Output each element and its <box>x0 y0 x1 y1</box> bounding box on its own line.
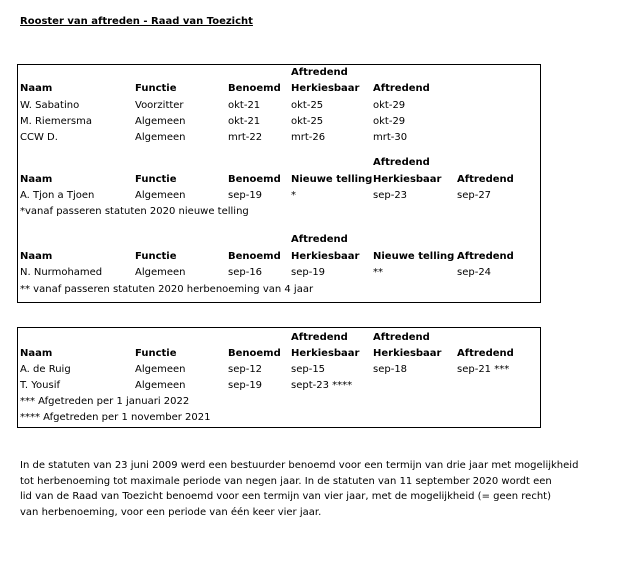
header-functie: Functie <box>135 83 177 94</box>
cell-aftredend: okt-29 <box>373 100 406 111</box>
header-aftredend: Aftredend <box>457 251 514 262</box>
paragraph-line: van herbenoeming, voor een periode van één keer vier jaar. <box>20 506 322 518</box>
header-aftredend-herkiesbaar-top: Aftredend <box>373 157 430 168</box>
cell-functie: Algemeen <box>135 190 186 201</box>
cell-naam: W. Sabatino <box>20 100 80 111</box>
header-aftredend: Aftredend <box>457 174 514 185</box>
cell-functie: Algemeen <box>135 267 186 278</box>
cell-naam: N. Nurmohamed <box>20 267 103 278</box>
footnote: *vanaf passeren statuten 2020 nieuwe telling <box>20 206 249 217</box>
cell-naam: A. de Ruig <box>20 364 71 375</box>
cell-herkiesbaar: sep-23 <box>373 190 408 201</box>
cell-functie: Algemeen <box>135 132 186 143</box>
cell-herkiesbaar: okt-25 <box>291 116 324 127</box>
header-benoemd: Benoemd <box>228 251 281 262</box>
cell-aftredend: sep-24 <box>457 267 492 278</box>
paragraph-line: lid van de Raad van Toezicht benoemd voor een termijn van vier jaar, met de mogelijkheid (= geen recht) <box>20 491 551 502</box>
cell-naam: A. Tjon a Tjoen <box>20 190 95 201</box>
header-functie: Functie <box>135 348 177 359</box>
cell-functie: Voorzitter <box>135 100 184 111</box>
footnote: *** Afgetreden per 1 januari 2022 <box>20 396 190 407</box>
cell-benoemd: mrt-22 <box>228 132 263 143</box>
header-benoemd: Benoemd <box>228 83 281 94</box>
cell-col4: sept-23 **** <box>291 380 353 391</box>
page-title: Rooster van aftreden - Raad van Toezicht <box>20 16 253 27</box>
cell-col4: sep-15 <box>291 364 326 375</box>
header-nieuwe-telling: Nieuwe telling <box>291 174 373 185</box>
header-aftredend: Aftredend <box>457 348 514 359</box>
footnote: ** vanaf passeren statuten 2020 herbenoeming van 4 jaar <box>20 284 314 295</box>
header-col5-top: Aftredend <box>373 332 430 343</box>
header-col4-top: Aftredend <box>291 332 348 343</box>
header-benoemd: Benoemd <box>228 348 281 359</box>
header-aftredend-herkiesbaar-top: Aftredend <box>291 234 348 245</box>
explanation-paragraph <box>20 458 580 520</box>
header-aftredend: Aftredend <box>373 83 430 94</box>
cell-benoemd: okt-21 <box>228 100 261 111</box>
cell-aftredend: okt-29 <box>373 116 406 127</box>
header-naam: Naam <box>20 251 53 262</box>
header-naam: Naam <box>20 174 53 185</box>
header-aftredend-herkiesbaar-bottom: Herkiesbaar <box>291 83 360 94</box>
header-functie: Functie <box>135 174 177 185</box>
cell-aftredend: mrt-30 <box>373 132 408 143</box>
header-benoemd: Benoemd <box>228 174 281 185</box>
header-aftredend-herkiesbaar-bottom: Herkiesbaar <box>291 251 360 262</box>
cell-functie: Algemeen <box>135 116 186 127</box>
header-aftredend-herkiesbaar-top: Aftredend <box>291 67 348 78</box>
cell-functie: Algemeen <box>135 380 186 391</box>
cell-herkiesbaar: sep-19 <box>291 267 326 278</box>
cell-benoemd: okt-21 <box>228 116 261 127</box>
cell-naam: CCW D. <box>20 132 58 143</box>
cell-naam: T. Yousif <box>20 380 61 391</box>
header-col5-bottom: Herkiesbaar <box>373 348 442 359</box>
cell-herkiesbaar: okt-25 <box>291 100 324 111</box>
cell-naam: M. Riemersma <box>20 116 92 127</box>
cell-nieuwe-telling: * <box>291 190 296 201</box>
cell-benoemd: sep-12 <box>228 364 263 375</box>
header-naam: Naam <box>20 348 53 359</box>
cell-functie: Algemeen <box>135 364 186 375</box>
header-nieuwe-telling: Nieuwe telling <box>373 251 455 262</box>
cell-nieuwe-telling: ** <box>373 267 383 278</box>
paragraph-line: tot herbenoeming tot maximale periode van negen jaar. In de statuten van 11 september 2020 wordt een <box>20 475 552 487</box>
header-naam: Naam <box>20 83 53 94</box>
cell-benoemd: sep-19 <box>228 380 263 391</box>
cell-benoemd: sep-19 <box>228 190 263 201</box>
cell-aftredend: sep-27 <box>457 190 492 201</box>
cell-benoemd: sep-16 <box>228 267 263 278</box>
paragraph-line: In de statuten van 23 juni 2009 werd een bestuurder benoemd voor een termijn van drie jaar met mogelijkheid <box>20 460 579 471</box>
cell-aftredend: sep-21 *** <box>457 364 510 375</box>
header-functie: Functie <box>135 251 177 262</box>
footnote: **** Afgetreden per 1 november 2021 <box>20 412 211 423</box>
cell-herkiesbaar: mrt-26 <box>291 132 326 143</box>
header-col4-bottom: Herkiesbaar <box>291 348 360 359</box>
cell-col5: sep-18 <box>373 364 408 375</box>
header-aftredend-herkiesbaar-bottom: Herkiesbaar <box>373 174 442 185</box>
